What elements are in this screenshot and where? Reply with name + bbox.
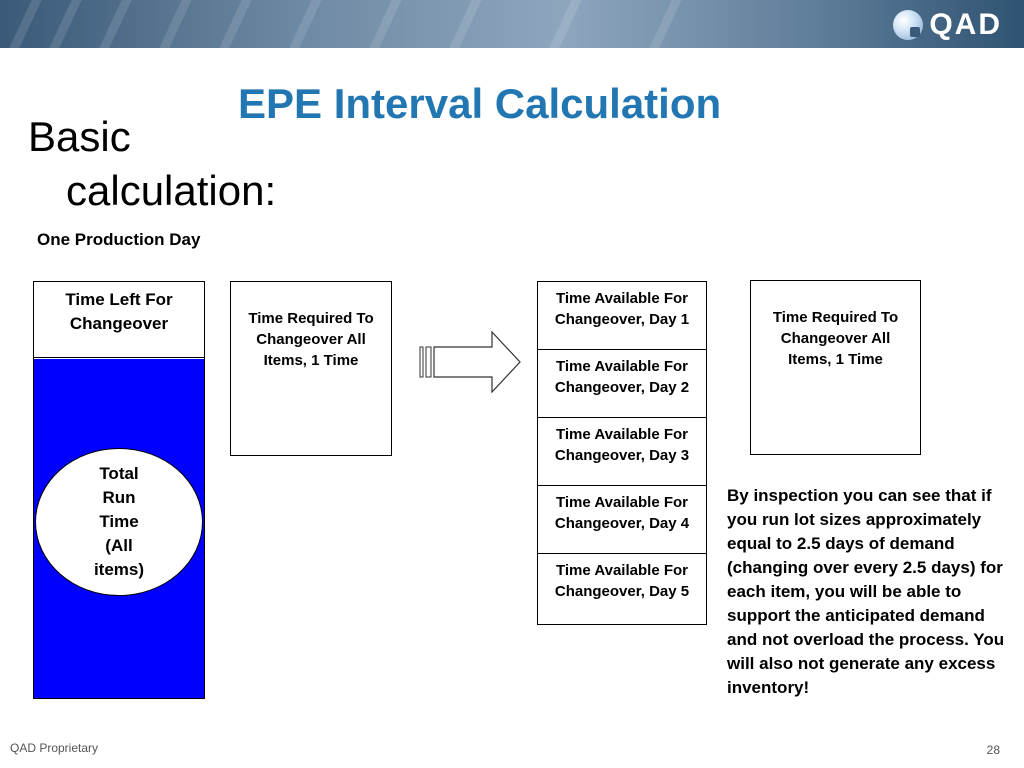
right-arrow-icon xyxy=(418,330,524,394)
page-title: EPE Interval Calculation xyxy=(238,80,722,127)
qad-logo-icon xyxy=(893,10,923,40)
days-stack xyxy=(537,281,707,625)
production-day-column xyxy=(33,281,205,699)
basic-line2: calculation: xyxy=(66,167,277,214)
footer-proprietary: QAD Proprietary xyxy=(10,741,99,755)
day-2-box: Time Available For Changeover, Day 2 xyxy=(538,350,706,418)
day-4-box: Time Available For Changeover, Day 4 xyxy=(538,486,706,554)
header-banner xyxy=(0,0,1024,48)
time-required-box-2: Time Required To Changeover All Items, 1 Time xyxy=(750,280,921,455)
total-run-time-oval xyxy=(35,448,203,596)
total-run-time-label: Total Run Time (All items) xyxy=(93,464,145,579)
production-day-label: One Production Day xyxy=(37,230,201,249)
time-required-box-1: Time Required To Changeover All Items, 1 Time xyxy=(230,281,392,456)
day-1-box: Time Available For Changeover, Day 1 xyxy=(538,282,706,350)
logo-text: QAD xyxy=(929,8,1002,41)
basic-line1: Basic xyxy=(28,113,131,160)
page-number: 28 xyxy=(986,743,1000,757)
basic-calculation-heading xyxy=(28,110,276,218)
time-left-label: Time Left For Changeover xyxy=(34,282,204,358)
explanation-text: By inspection you can see that if you run lot sizes approximately equal to 2.5 days of demand (changing over every 2.5 days) for each item, you will be able to support the anticipated demand and not overload the process. You will also not generate any excess inventory! xyxy=(727,486,1005,697)
day-5-box: Time Available For Changeover, Day 5 xyxy=(554,562,690,600)
qad-logo xyxy=(893,9,1002,41)
day-3-box: Time Available For Changeover, Day 3 xyxy=(538,418,706,486)
